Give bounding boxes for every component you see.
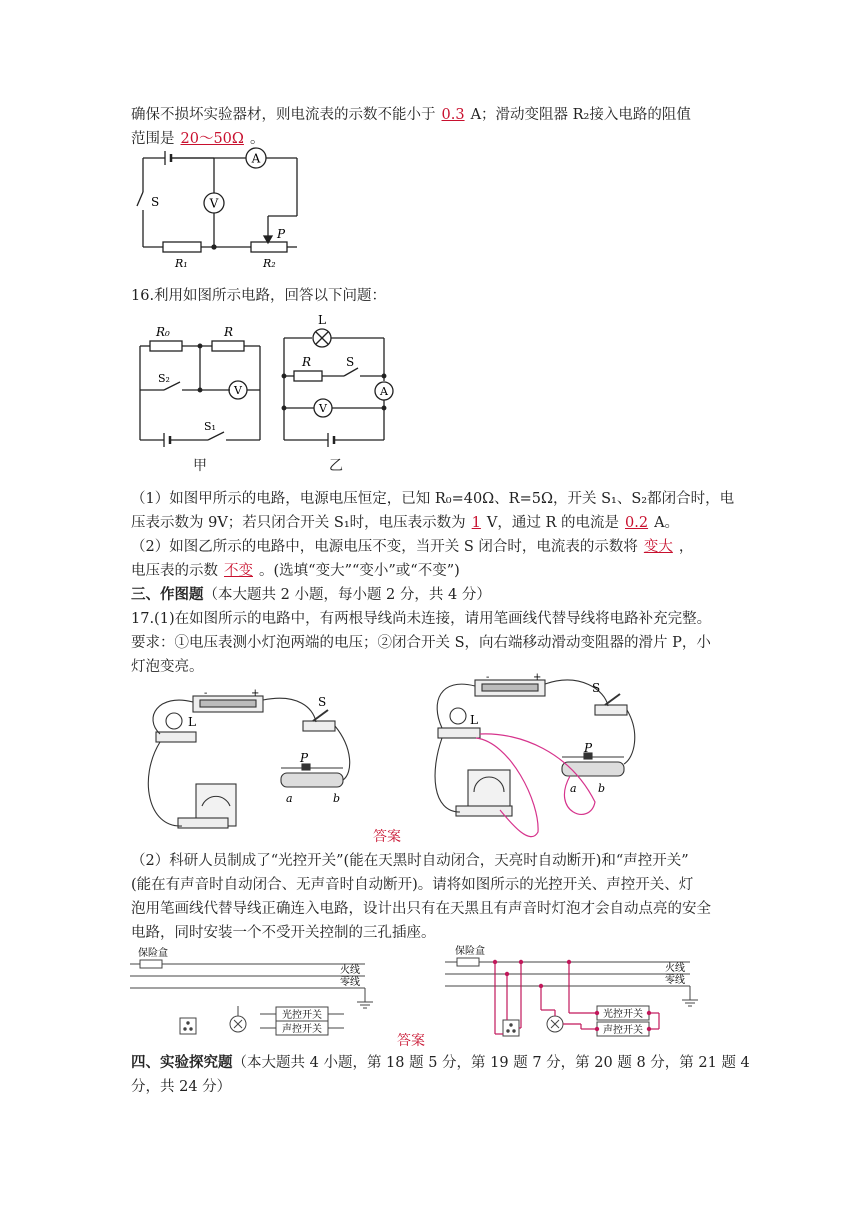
fuse-box-label: 保险盒 (138, 948, 168, 959)
home-circuit-answer (445, 940, 705, 1044)
q16-answer-3: 变大 (643, 539, 673, 555)
ammeter-label: A (380, 385, 388, 398)
caption-yi: 乙 (329, 458, 343, 474)
q17-apparatus-answer (430, 672, 640, 840)
q16-p1-line-2: 压表示数为 9V；若只闭合开关 S₁时，电压表示数为 1 V，通过 R 的电流是 0.2 A。 (131, 515, 680, 531)
section-3-heading: 三、作图题（本大题共 2 小题，每小题 2 分，共 4 分） (131, 586, 491, 603)
live-wire-label: 火线 (340, 965, 360, 976)
svg-text:a: a (286, 792, 293, 805)
slider-label: P (584, 741, 593, 755)
q16-p2-line-1: （2）如图乙所示的电路中，电源电压不变，当开关 S 闭合时，电流表的示数将 变大 ， (131, 539, 694, 555)
q17-line-3: 灯泡变亮。 (131, 659, 204, 675)
answer-label-2: 答案 (397, 1033, 425, 1049)
caption-jia: 甲 (193, 458, 207, 474)
q17-apparatus-question (138, 688, 378, 838)
q15-answer-1: 0.3 (441, 107, 465, 123)
q17-part2-line-2: (能在有声音时自动闭合、无声音时自动断开)。请将如图所示的光控开关、声控开关、灯 (131, 877, 694, 893)
q15-line-1: 确保不损坏实验器材，则电流表的示数不能小于 0.3 A；滑动变阻器 R₂接入电路的阻值 (131, 107, 691, 123)
voltmeter-label: V (234, 384, 242, 397)
sound-switch-label: 声控开关 (603, 1025, 643, 1036)
q16-answer-4: 不变 (224, 563, 253, 579)
q15-line-2: 范围是 20～50Ω 。 (131, 131, 265, 147)
q16-answer-1: 1 (471, 515, 481, 531)
svg-text:b: b (333, 792, 341, 805)
r0-label: R₀ (156, 325, 170, 339)
r2-label: R₂ (263, 257, 276, 270)
slider-label: P (300, 751, 309, 765)
section-4-heading: 四、实验探究题（本大题共 4 小题，第 18 题 5 分，第 19 题 7 分，第 20 题 8 分，第 21 题 4 (131, 1054, 750, 1071)
q16-circuit-yi (282, 308, 392, 448)
switch-label: S (318, 695, 327, 709)
q17-line-1: 17.(1)在如图所示的电路中，有两根导线尚未连接，请用笔画线代替导线将电路补充完整。 (131, 611, 712, 627)
home-circuit-question (130, 944, 380, 1044)
q16-answer-2: 0.2 (625, 515, 649, 531)
q17-part2-line-1: （2）科研人员制成了“光控开关”(能在天黑时自动闭合，天亮时自动断开)和“声控开关” (131, 853, 689, 869)
r-label: R (224, 325, 234, 339)
voltmeter-label: V (319, 402, 327, 415)
lamp-label: L (188, 715, 196, 729)
q16-p1-line-1: （1）如图甲所示的电路，电源电压恒定，已知 R₀=40Ω、R=5Ω，开关 S₁、S₂都闭合时，电 (131, 491, 735, 507)
q16-circuit-jia (138, 322, 266, 447)
light-switch-label: 光控开关 (603, 1009, 643, 1020)
s-label: S (346, 355, 355, 369)
r-label: R (302, 355, 312, 369)
q17-part2-line-3: 泡用笔画线代替导线正确连入电路，设计出只有在天黑且有声音时灯泡才会自动点亮的安全 (131, 901, 711, 917)
svg-text:b: b (598, 782, 606, 795)
neutral-wire-label: 零线 (665, 975, 685, 986)
q17-line-2: 要求：①电压表测小灯泡两端的电压；②闭合开关 S，向右端移动滑动变阻器的滑片 P，小 (131, 635, 711, 651)
q15-answer-2: 20～50Ω (180, 131, 244, 147)
lamp-label: L (318, 313, 326, 327)
svg-text:-: - (204, 688, 208, 699)
fuse-box-label: 保险盒 (455, 946, 485, 957)
neutral-wire-label: 零线 (340, 977, 360, 988)
lamp-label: L (470, 713, 478, 727)
sound-switch-label: 声控开关 (282, 1024, 322, 1035)
switch-label: S (151, 195, 160, 209)
svg-text:-: - (486, 672, 490, 683)
switch-label: S (592, 681, 601, 695)
s1-label: S₁ (204, 420, 216, 433)
slider-label: P (277, 227, 286, 241)
light-switch-label: 光控开关 (282, 1010, 322, 1021)
ammeter-label: A (251, 151, 261, 166)
q15-circuit-diagram (125, 148, 315, 273)
svg-text:a: a (570, 782, 577, 795)
q16-p2-line-2: 电压表的示数 不变 。(选填“变大”“变小”或“不变”) (131, 563, 460, 579)
voltmeter-label: V (209, 196, 219, 211)
svg-text:+: + (533, 672, 542, 683)
live-wire-label: 火线 (665, 963, 685, 974)
r1-label: R₁ (175, 257, 188, 270)
svg-text:+: + (251, 688, 260, 699)
s2-label: S₂ (158, 372, 170, 385)
q17-part2-line-4: 电路，同时安装一个不受开关控制的三孔插座。 (131, 925, 436, 941)
answer-label-1: 答案 (373, 829, 401, 845)
q16-heading: 16.利用如图所示电路，回答以下问题： (131, 288, 387, 304)
section-4-note: 分，共 24 分） (131, 1079, 232, 1095)
